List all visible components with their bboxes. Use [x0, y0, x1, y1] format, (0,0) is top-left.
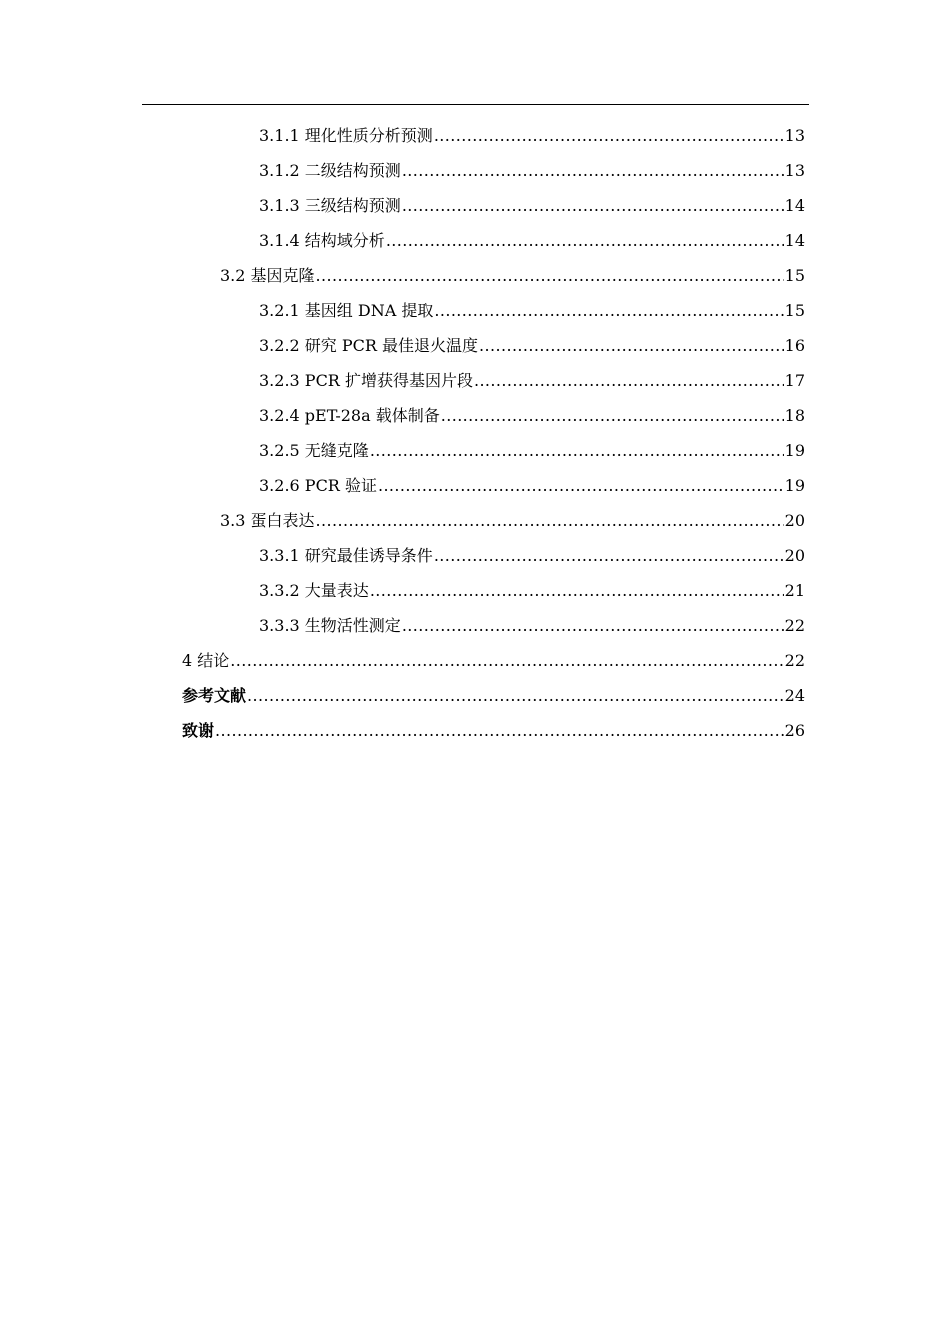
toc-entry[interactable] — [259, 299, 805, 323]
toc-entry-label: 3.1.1 理化性质分析预测 — [259, 126, 433, 145]
dot-leader — [247, 684, 784, 708]
toc-entry[interactable] — [259, 334, 805, 358]
toc-entry-page: 17 — [784, 371, 805, 390]
toc-entry-page: 26 — [784, 721, 805, 740]
dot-leader — [474, 369, 784, 393]
dot-leader — [402, 194, 784, 218]
toc-entry[interactable] — [259, 159, 805, 183]
toc-entry-label: 3.2 基因克隆 — [220, 266, 315, 285]
dot-leader — [402, 159, 784, 183]
toc-entry-page: 20 — [784, 511, 805, 530]
toc-entry[interactable] — [259, 124, 805, 148]
toc-entry-page: 21 — [784, 581, 805, 600]
dot-leader — [370, 439, 784, 463]
toc-entry[interactable] — [259, 579, 805, 603]
dot-leader — [434, 299, 783, 323]
toc-entry-label: 3.2.2 研究 PCR 最佳退火温度 — [259, 336, 479, 355]
toc-entry[interactable] — [259, 439, 805, 463]
toc-entry-label: 3.3.2 大量表达 — [259, 581, 369, 600]
toc-entry-label: 3.2.1 基因组 DNA 提取 — [259, 301, 434, 320]
toc-entry-page: 24 — [784, 686, 805, 705]
toc-entry[interactable] — [182, 649, 805, 673]
dot-leader — [378, 474, 784, 498]
toc-entry-label: 致谢 — [182, 721, 215, 740]
toc-entry-label: 3.1.4 结构域分析 — [259, 231, 385, 250]
dot-leader — [479, 334, 784, 358]
dot-leader — [316, 264, 784, 288]
toc-entry[interactable] — [220, 509, 805, 533]
toc-entry-label: 3.2.4 pET-28a 载体制备 — [259, 406, 440, 425]
toc-entry-page: 14 — [784, 196, 805, 215]
toc-entry[interactable] — [182, 684, 805, 708]
dot-leader — [434, 544, 784, 568]
header-rule — [142, 104, 809, 105]
dot-leader — [386, 229, 784, 253]
toc-entry-page: 22 — [784, 651, 805, 670]
toc-entry[interactable] — [259, 614, 805, 638]
toc-entry[interactable] — [259, 544, 805, 568]
toc-entry-label: 3.1.3 三级结构预测 — [259, 196, 401, 215]
toc-entry-label: 3.1.2 二级结构预测 — [259, 161, 401, 180]
dot-leader — [316, 509, 784, 533]
toc-entry[interactable] — [259, 404, 805, 428]
toc-entry-label: 3.2.5 无缝克隆 — [259, 441, 369, 460]
toc-entry[interactable] — [259, 194, 805, 218]
toc-entry-label: 3.2.3 PCR 扩增获得基因片段 — [259, 371, 473, 390]
toc-entry-page: 19 — [784, 441, 805, 460]
toc-entry-page: 22 — [784, 616, 805, 635]
toc-entry-label: 3.2.6 PCR 验证 — [259, 476, 377, 495]
toc-entry[interactable] — [182, 719, 805, 743]
toc-entry-label: 3.3 蛋白表达 — [220, 511, 315, 530]
toc-entry-page: 18 — [784, 406, 805, 425]
toc-entry-label: 3.3.1 研究最佳诱导条件 — [259, 546, 433, 565]
toc-entry-label: 4 结论 — [182, 651, 230, 670]
toc-entry-page: 15 — [784, 301, 805, 320]
toc-entry-page: 19 — [784, 476, 805, 495]
dot-leader — [402, 614, 784, 638]
dot-leader — [230, 649, 783, 673]
toc-entry-page: 14 — [784, 231, 805, 250]
toc-entry[interactable] — [259, 474, 805, 498]
dot-leader — [434, 124, 784, 148]
toc-entry[interactable] — [259, 229, 805, 253]
toc-entry-page: 15 — [784, 266, 805, 285]
dot-leader — [441, 404, 784, 428]
toc-entry-page: 13 — [784, 161, 805, 180]
toc-entry[interactable] — [259, 369, 805, 393]
toc-entry-page: 13 — [784, 126, 805, 145]
toc-entry-page: 16 — [784, 336, 805, 355]
toc-entry-page: 20 — [784, 546, 805, 565]
dot-leader — [215, 719, 784, 743]
toc-entry[interactable] — [220, 264, 805, 288]
dot-leader — [370, 579, 784, 603]
toc-entry-label: 3.3.3 生物活性测定 — [259, 616, 401, 635]
toc-entry-label: 参考文献 — [182, 686, 247, 705]
